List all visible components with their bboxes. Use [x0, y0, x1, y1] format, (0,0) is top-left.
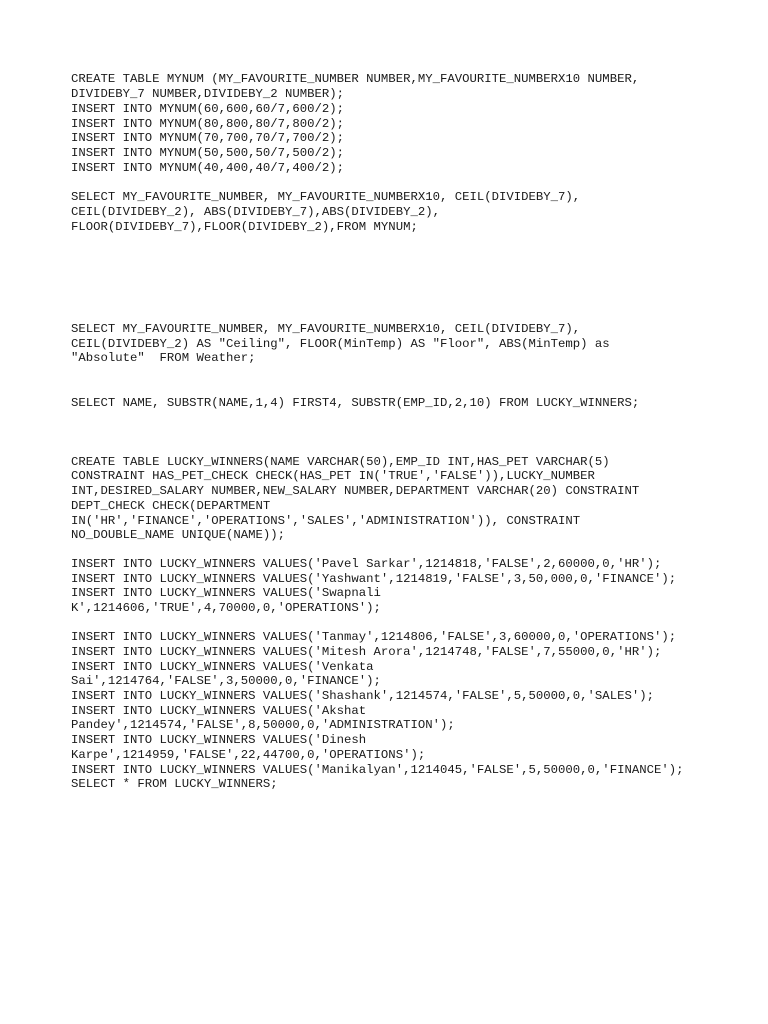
code-line: SELECT MY_FAVOURITE_NUMBER, MY_FAVOURITE_NUMBERX10, CEIL(DIVIDEBY_7), [71, 190, 581, 204]
code-line: INSERT INTO LUCKY_WINNERS VALUES('Swapnali [71, 586, 381, 600]
code-line: CREATE TABLE LUCKY_WINNERS(NAME VARCHAR(50),EMP_ID INT,HAS_PET VARCHAR(5) [71, 455, 610, 469]
code-line: INSERT INTO LUCKY_WINNERS VALUES('Dinesh [71, 733, 367, 747]
code-line: INSERT INTO LUCKY_WINNERS VALUES('Manikalyan',1214045,'FALSE',5,50000,0,'FINANCE'); [71, 763, 684, 777]
code-line: INT,DESIRED_SALARY NUMBER,NEW_SALARY NUMBER,DEPARTMENT VARCHAR(20) CONSTRAINT [71, 484, 640, 498]
code-line: INSERT INTO MYNUM(50,500,50/7,500/2); [71, 146, 345, 160]
code-line: INSERT INTO LUCKY_WINNERS VALUES('Yashwant',1214819,'FALSE',3,50,000,0,'FINANCE'); [71, 572, 677, 586]
code-line: INSERT INTO LUCKY_WINNERS VALUES('Shashank',1214574,'FALSE',5,50000,0,'SALES'); [71, 689, 654, 703]
code-line: SELECT MY_FAVOURITE_NUMBER, MY_FAVOURITE_NUMBERX10, CEIL(DIVIDEBY_7), [71, 322, 581, 336]
code-line: Sai',1214764,'FALSE',3,50000,0,'FINANCE'); [71, 674, 381, 688]
code-line: DIVIDEBY_7 NUMBER,DIVIDEBY_2 NUMBER); [71, 87, 345, 101]
code-line: CEIL(DIVIDEBY_2) AS "Ceiling", FLOOR(MinTemp) AS "Floor", ABS(MinTemp) as [71, 337, 610, 351]
code-line: Pandey',1214574,'FALSE',8,50000,0,'ADMINISTRATION'); [71, 718, 455, 732]
code-line: INSERT INTO MYNUM(70,700,70/7,700/2); [71, 131, 345, 145]
code-line: INSERT INTO LUCKY_WINNERS VALUES('Pavel Sarkar',1214818,'FALSE',2,60000,0,'HR'); [71, 557, 662, 571]
code-line: SELECT * FROM LUCKY_WINNERS; [71, 777, 278, 791]
code-line: INSERT INTO LUCKY_WINNERS VALUES('Mitesh Arora',1214748,'FALSE',7,55000,0,'HR'); [71, 645, 662, 659]
code-line: "Absolute" FROM Weather; [71, 351, 256, 365]
code-line: K',1214606,'TRUE',4,70000,0,'OPERATIONS'); [71, 601, 381, 615]
code-line: INSERT INTO MYNUM(60,600,60/7,600/2); [71, 102, 345, 116]
code-line: SELECT NAME, SUBSTR(NAME,1,4) FIRST4, SUBSTR(EMP_ID,2,10) FROM LUCKY_WINNERS; [71, 396, 640, 410]
code-line: IN('HR','FINANCE','OPERATIONS','SALES','ADMINISTRATION')), CONSTRAINT [71, 514, 581, 528]
code-line: INSERT INTO LUCKY_WINNERS VALUES('Akshat [71, 704, 367, 718]
code-line: CONSTRAINT HAS_PET_CHECK CHECK(HAS_PET IN('TRUE','FALSE')),LUCKY_NUMBER [71, 469, 595, 483]
code-line: INSERT INTO LUCKY_WINNERS VALUES('Tanmay',1214806,'FALSE',3,60000,0,'OPERATIONS'); [71, 630, 677, 644]
code-line: NO_DOUBLE_NAME UNIQUE(NAME)); [71, 528, 286, 542]
code-line: CREATE TABLE MYNUM (MY_FAVOURITE_NUMBER NUMBER,MY_FAVOURITE_NUMBERX10 NUMBER, [71, 72, 640, 86]
code-line: Karpe',1214959,'FALSE',22,44700,0,'OPERATIONS'); [71, 748, 426, 762]
code-line: INSERT INTO MYNUM(40,400,40/7,400/2); [71, 161, 345, 175]
code-line: CEIL(DIVIDEBY_2), ABS(DIVIDEBY_7),ABS(DIVIDEBY_2), [71, 205, 440, 219]
code-line: INSERT INTO LUCKY_WINNERS VALUES('Venkata [71, 660, 374, 674]
code-line: INSERT INTO MYNUM(80,800,80/7,800/2); [71, 117, 345, 131]
code-line: FLOOR(DIVIDEBY_7),FLOOR(DIVIDEBY_2),FROM MYNUM; [71, 220, 418, 234]
code-line: DEPT_CHECK CHECK(DEPARTMENT [71, 499, 271, 513]
